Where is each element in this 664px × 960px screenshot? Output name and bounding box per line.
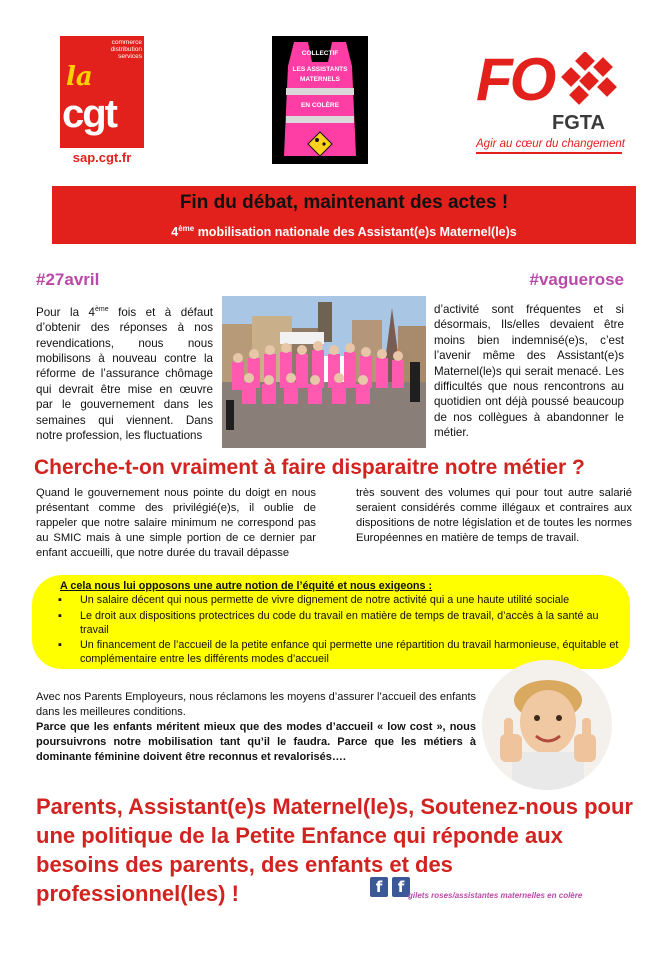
intro-left-sup: ème xyxy=(94,306,109,313)
cgt-logo-box xyxy=(60,36,144,148)
demand-item: ▪ Un financement de l’accueil de la petite enfance qui permette une répartition du travail harmonieuse, équitable et complémentaire entre les différents modes d’accueil xyxy=(58,639,630,667)
pink-vest-logo xyxy=(272,36,368,164)
fgta-text: FGTA xyxy=(552,112,605,134)
cgt-la: la xyxy=(66,62,93,92)
fo-rose-icon xyxy=(560,52,620,108)
cgt-line-1: commerce xyxy=(111,39,142,46)
fo-fgta-logo xyxy=(472,46,626,166)
parents-paragraph: Avec nos Parents Employeurs, nous réclamons les moyens d’assurer l’accueil des enfants dans les meilleures conditions. xyxy=(36,691,477,718)
fo-letters: FO xyxy=(476,46,554,113)
facebook-icon: f xyxy=(370,877,388,897)
demonstration-photo xyxy=(222,296,426,448)
vest-text-2: LES ASSISTANTS xyxy=(292,66,348,73)
intro-left-rest: fois et à défaut d’obtenir des réponses à nos revendications, nous nous mobilisons à nouveau contre la réforme de l’assurance chômage qui devrait être mise en œuvre par le gouvernement dans les semaines qui viennent. Dans notre profession, les fluctuations xyxy=(36,305,213,443)
vest-text-3: MATERNELS xyxy=(300,76,340,83)
demands-list xyxy=(58,594,630,669)
facebook-icon: f xyxy=(392,877,410,897)
section-right-paragraph: très souvent des volumes qui pour tout autre salarié seraient considérés comme illégaux et contraires aux dispositions de notre législation et de toutes les normes Européennes en matière de temps de travail. xyxy=(356,487,632,544)
hashtag-vaguerose: #vaguerose xyxy=(529,270,624,289)
section-heading: Cherche-t-on vraiment à faire disparaitre notre métier ? xyxy=(34,456,585,479)
thumbs-up-icon xyxy=(482,660,612,790)
facebook-group-signature: gilets roses/assistantes maternelles en colère xyxy=(408,891,583,900)
cgt-line-2: distribution xyxy=(110,46,142,53)
cgt-line-3: services xyxy=(118,53,142,60)
intro-left-paragraph xyxy=(36,302,213,444)
cgt-wordmark: cgt xyxy=(62,92,116,136)
intro-right-paragraph: d’activité sont fréquentes et si désormais, Ils/elles devaient être moins bien indemnisé(e)s, c’est l’avenir même des Assistant(e)s Maternel(le)s qui serait menacé. Les difficultés que nous rencontrons au quotidien ont déjà poussé beaucoup de nos collègues à abandonner le métier. xyxy=(434,303,624,440)
page-subtitle xyxy=(52,224,636,239)
fo-slogan: Agir au cœur du changement xyxy=(476,138,622,154)
mobilisation-paragraph: Parce que les enfants méritent mieux que des modes d’accueil « low cost », nous poursuivrons notre mobilisation tant qu’il le faudra. Parce que les métiers à dominante féminine doivent être reconnus et revalorisés…. xyxy=(36,721,476,763)
demand-item: ▪ Le droit aux dispositions protectrices du code du travail en matière de temps de travail, d’accès à la santé au travail xyxy=(58,610,630,638)
vest-text-1: COLLECTIF xyxy=(301,50,339,57)
demand-item: ▪ Un salaire décent qui nous permette de vivre dignement de notre activité qui a une haute utilité sociale xyxy=(58,594,630,608)
crowd-photo-image xyxy=(222,296,426,448)
call-to-action: Parents, Assistant(e)s Maternel(le)s, Soutenez-nous pour une politique de la Petite Enfance qui réponde aux besoins des parents, des enfants et des professionnel(les) ! xyxy=(36,794,633,906)
child-photo xyxy=(482,660,612,790)
vest-text-4: EN COLÈRE xyxy=(301,102,339,109)
demands-heading: A cela nous lui opposons une autre notion de l’équité et nous exigeons : xyxy=(60,580,433,592)
subtitle-sup: ème xyxy=(178,224,195,233)
section-left-paragraph: Quand le gouvernement nous pointe du doigt en nous présentant comme des privilégié(e)s, il oublie de rappeler que notre salaire minimum ne correspond pas au SMIC mais à une simple portion de ce dernier par enfant accueilli, que notre durée du travail dépasse xyxy=(36,487,316,559)
subtitle-text: mobilisation nationale des Assistant(e)s Maternel(le)s xyxy=(194,225,517,240)
cgt-website: sap.cgt.fr xyxy=(72,150,132,165)
cgt-logo xyxy=(60,36,144,168)
page-title: Fin du débat, maintenant des actes ! xyxy=(179,192,509,213)
intro-left-start: Pour la 4 xyxy=(36,305,95,319)
subtitle-ordinal: 4 xyxy=(171,225,179,240)
cgt-logo-subtitle xyxy=(90,39,142,60)
hashtag-27avril: #27avril xyxy=(36,270,100,289)
